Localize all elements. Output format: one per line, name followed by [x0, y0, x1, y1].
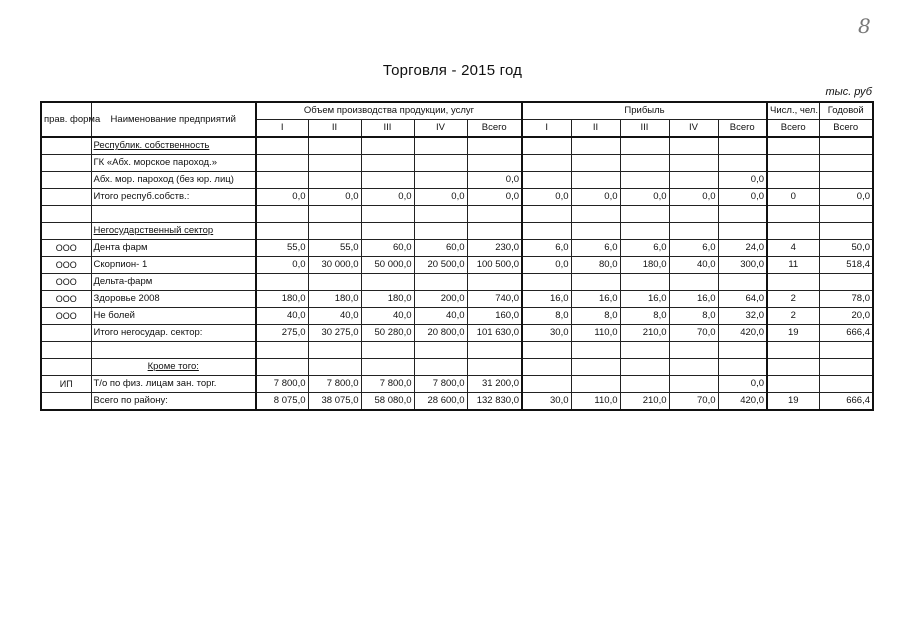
- volume-q3-cell: 50 280,0: [361, 325, 414, 342]
- row-name: Всего по району:: [91, 393, 256, 411]
- profit-q3-cell: [620, 359, 669, 376]
- profit-q1-cell: [522, 376, 571, 393]
- row-name: [91, 359, 256, 376]
- annual-cell: 78,0: [819, 291, 873, 308]
- table-row: [41, 223, 873, 240]
- profit-q1-cell: 30,0: [522, 393, 571, 411]
- volume-total-cell: [467, 137, 522, 155]
- profit-total-cell: 64,0: [718, 291, 767, 308]
- staff-cell: [767, 376, 819, 393]
- volume-total-cell: [467, 206, 522, 223]
- volume-q2-cell: [308, 172, 361, 189]
- volume-q2-cell: 7 800,0: [308, 376, 361, 393]
- page-number: 8: [858, 14, 871, 38]
- profit-total-cell: [718, 206, 767, 223]
- header-annual-total: Всего: [819, 120, 873, 138]
- volume-q4-cell: 0,0: [414, 189, 467, 206]
- annual-cell: [819, 172, 873, 189]
- table-row: [41, 308, 873, 325]
- profit-q4-cell: [669, 376, 718, 393]
- volume-total-cell: 31 200,0: [467, 376, 522, 393]
- profit-q1-cell: 6,0: [522, 240, 571, 257]
- header-profit-q4: IV: [669, 120, 718, 138]
- header-vol-total: Всего: [467, 120, 522, 138]
- profit-q4-cell: 70,0: [669, 325, 718, 342]
- staff-cell: 4: [767, 240, 819, 257]
- volume-q2-cell: [308, 223, 361, 240]
- volume-total-cell: 100 500,0: [467, 257, 522, 274]
- table-row: [41, 376, 873, 393]
- volume-q2-cell: [308, 137, 361, 155]
- row-name-text: Негосударственный сектор: [93, 225, 214, 236]
- profit-total-cell: [718, 274, 767, 291]
- profit-q2-cell: 80,0: [571, 257, 620, 274]
- profit-q4-cell: [669, 274, 718, 291]
- volume-q3-cell: 180,0: [361, 291, 414, 308]
- volume-total-cell: 740,0: [467, 291, 522, 308]
- volume-q3-cell: 0,0: [361, 189, 414, 206]
- row-form: [41, 393, 91, 411]
- profit-q4-cell: 0,0: [669, 189, 718, 206]
- volume-q1-cell: [256, 155, 308, 172]
- row-form: [41, 325, 91, 342]
- profit-q2-cell: [571, 274, 620, 291]
- staff-cell: [767, 359, 819, 376]
- profit-q2-cell: 8,0: [571, 308, 620, 325]
- header-profit-total: Всего: [718, 120, 767, 138]
- profit-total-cell: [718, 342, 767, 359]
- volume-q2-cell: 0,0: [308, 189, 361, 206]
- profit-q2-cell: [571, 359, 620, 376]
- header-headcount: Числ., чел.: [767, 102, 819, 120]
- header-staff-total: Всего: [767, 120, 819, 138]
- row-name: [91, 223, 256, 240]
- profit-q1-cell: 30,0: [522, 325, 571, 342]
- staff-cell: 19: [767, 393, 819, 411]
- volume-total-cell: 0,0: [467, 172, 522, 189]
- profit-total-cell: 0,0: [718, 376, 767, 393]
- table-row: [41, 291, 873, 308]
- profit-total-cell: [718, 359, 767, 376]
- profit-q3-cell: [620, 274, 669, 291]
- row-form: [41, 172, 91, 189]
- volume-q2-cell: [308, 274, 361, 291]
- volume-q3-cell: [361, 206, 414, 223]
- row-name: Т/о по физ. лицам зан. торг.: [91, 376, 256, 393]
- table-row: [41, 393, 873, 411]
- profit-total-cell: [718, 137, 767, 155]
- staff-cell: [767, 137, 819, 155]
- volume-q4-cell: [414, 137, 467, 155]
- volume-q1-cell: [256, 223, 308, 240]
- profit-q4-cell: 16,0: [669, 291, 718, 308]
- row-form: [41, 342, 91, 359]
- annual-cell: 50,0: [819, 240, 873, 257]
- volume-q4-cell: [414, 206, 467, 223]
- annual-cell: [819, 155, 873, 172]
- profit-total-cell: 420,0: [718, 325, 767, 342]
- volume-total-cell: 132 830,0: [467, 393, 522, 411]
- volume-total-cell: 0,0: [467, 189, 522, 206]
- table-row: [41, 137, 873, 155]
- profit-q3-cell: [620, 155, 669, 172]
- staff-cell: [767, 172, 819, 189]
- profit-q3-cell: [620, 137, 669, 155]
- volume-q4-cell: 28 600,0: [414, 393, 467, 411]
- volume-q4-cell: [414, 342, 467, 359]
- profit-q2-cell: [571, 342, 620, 359]
- volume-q3-cell: [361, 223, 414, 240]
- staff-cell: [767, 342, 819, 359]
- profit-q2-cell: [571, 155, 620, 172]
- row-form: ООО: [41, 308, 91, 325]
- profit-total-cell: 0,0: [718, 189, 767, 206]
- profit-total-cell: 420,0: [718, 393, 767, 411]
- annual-cell: [819, 376, 873, 393]
- row-form: ООО: [41, 240, 91, 257]
- volume-q1-cell: [256, 206, 308, 223]
- profit-total-cell: 0,0: [718, 172, 767, 189]
- row-name: Итого негосудар. сектор:: [91, 325, 256, 342]
- row-form: [41, 189, 91, 206]
- profit-q1-cell: 0,0: [522, 257, 571, 274]
- volume-q2-cell: 180,0: [308, 291, 361, 308]
- row-name: [91, 342, 256, 359]
- annual-cell: [819, 223, 873, 240]
- volume-q1-cell: 0,0: [256, 189, 308, 206]
- table-row: [41, 206, 873, 223]
- row-form: [41, 223, 91, 240]
- profit-total-cell: [718, 223, 767, 240]
- header-profit-group: Прибыль: [522, 102, 767, 120]
- volume-q4-cell: 200,0: [414, 291, 467, 308]
- profit-q3-cell: 210,0: [620, 325, 669, 342]
- header-volume-group: Объем производства продукции, услуг: [256, 102, 522, 120]
- staff-cell: [767, 155, 819, 172]
- annual-cell: 20,0: [819, 308, 873, 325]
- staff-cell: 11: [767, 257, 819, 274]
- profit-q2-cell: [571, 206, 620, 223]
- header-profit-q1: I: [522, 120, 571, 138]
- staff-cell: [767, 223, 819, 240]
- row-form: ООО: [41, 274, 91, 291]
- profit-total-cell: 24,0: [718, 240, 767, 257]
- profit-q3-cell: [620, 342, 669, 359]
- page-title: Торговля - 2015 год: [382, 62, 523, 79]
- table-row: [41, 274, 873, 291]
- profit-total-cell: [718, 155, 767, 172]
- table-row: [41, 155, 873, 172]
- profit-q1-cell: [522, 172, 571, 189]
- row-name: [91, 137, 256, 155]
- table-row: [41, 172, 873, 189]
- profit-q4-cell: [669, 359, 718, 376]
- profit-q1-cell: [522, 274, 571, 291]
- row-name: Дента фарм: [91, 240, 256, 257]
- profit-q3-cell: [620, 376, 669, 393]
- volume-q1-cell: 55,0: [256, 240, 308, 257]
- profit-q1-cell: 0,0: [522, 189, 571, 206]
- annual-cell: [819, 137, 873, 155]
- row-name-text: Кроме того:: [147, 361, 199, 372]
- row-form: [41, 359, 91, 376]
- profit-q3-cell: 8,0: [620, 308, 669, 325]
- profit-q3-cell: 210,0: [620, 393, 669, 411]
- row-name: Дельта-фарм: [91, 274, 256, 291]
- volume-q2-cell: [308, 359, 361, 376]
- volume-q1-cell: 180,0: [256, 291, 308, 308]
- profit-q1-cell: [522, 155, 571, 172]
- volume-total-cell: [467, 342, 522, 359]
- volume-q3-cell: [361, 155, 414, 172]
- profit-q2-cell: 0,0: [571, 189, 620, 206]
- profit-q4-cell: [669, 342, 718, 359]
- header-vol-q3: III: [361, 120, 414, 138]
- trade-report-table: [40, 101, 874, 411]
- volume-q3-cell: [361, 359, 414, 376]
- volume-q2-cell: 40,0: [308, 308, 361, 325]
- profit-q4-cell: 8,0: [669, 308, 718, 325]
- volume-q1-cell: [256, 137, 308, 155]
- volume-total-cell: 230,0: [467, 240, 522, 257]
- volume-q3-cell: [361, 172, 414, 189]
- volume-q3-cell: 7 800,0: [361, 376, 414, 393]
- staff-cell: 2: [767, 291, 819, 308]
- header-name: Наименование предприятий: [91, 102, 256, 137]
- header-vol-q2: II: [308, 120, 361, 138]
- annual-cell: [819, 206, 873, 223]
- row-form: [41, 206, 91, 223]
- profit-q3-cell: [620, 206, 669, 223]
- profit-total-cell: 32,0: [718, 308, 767, 325]
- row-form: ООО: [41, 291, 91, 308]
- profit-q4-cell: [669, 137, 718, 155]
- profit-q3-cell: 0,0: [620, 189, 669, 206]
- profit-q1-cell: [522, 223, 571, 240]
- profit-q2-cell: 110,0: [571, 325, 620, 342]
- volume-q1-cell: [256, 342, 308, 359]
- annual-cell: [819, 342, 873, 359]
- volume-q1-cell: 7 800,0: [256, 376, 308, 393]
- units-label: тыс. руб: [825, 86, 872, 98]
- profit-q1-cell: [522, 206, 571, 223]
- volume-q4-cell: [414, 155, 467, 172]
- table-row: [41, 359, 873, 376]
- staff-cell: [767, 274, 819, 291]
- table-row: [41, 257, 873, 274]
- profit-q4-cell: [669, 172, 718, 189]
- profit-q4-cell: 40,0: [669, 257, 718, 274]
- profit-q3-cell: [620, 223, 669, 240]
- annual-cell: 666,4: [819, 325, 873, 342]
- volume-q2-cell: 30 275,0: [308, 325, 361, 342]
- volume-q3-cell: 58 080,0: [361, 393, 414, 411]
- volume-total-cell: [467, 155, 522, 172]
- profit-q3-cell: 16,0: [620, 291, 669, 308]
- profit-q4-cell: [669, 223, 718, 240]
- profit-q3-cell: 180,0: [620, 257, 669, 274]
- table-row: [41, 342, 873, 359]
- volume-q4-cell: 20 800,0: [414, 325, 467, 342]
- volume-q3-cell: [361, 274, 414, 291]
- table-row: [41, 325, 873, 342]
- volume-q4-cell: 40,0: [414, 308, 467, 325]
- profit-q4-cell: 70,0: [669, 393, 718, 411]
- volume-total-cell: 101 630,0: [467, 325, 522, 342]
- staff-cell: 2: [767, 308, 819, 325]
- volume-q3-cell: 50 000,0: [361, 257, 414, 274]
- row-form: ИП: [41, 376, 91, 393]
- annual-cell: 518,4: [819, 257, 873, 274]
- row-name: [91, 206, 256, 223]
- profit-q2-cell: [571, 137, 620, 155]
- volume-q4-cell: [414, 172, 467, 189]
- profit-q4-cell: [669, 155, 718, 172]
- staff-cell: [767, 206, 819, 223]
- volume-q1-cell: 40,0: [256, 308, 308, 325]
- volume-q1-cell: 8 075,0: [256, 393, 308, 411]
- row-name: Абх. мор. пароход (без юр. лиц): [91, 172, 256, 189]
- staff-cell: 0: [767, 189, 819, 206]
- profit-q1-cell: [522, 137, 571, 155]
- annual-cell: [819, 274, 873, 291]
- profit-q4-cell: [669, 206, 718, 223]
- volume-q1-cell: [256, 274, 308, 291]
- staff-cell: 19: [767, 325, 819, 342]
- volume-total-cell: [467, 359, 522, 376]
- volume-q2-cell: 38 075,0: [308, 393, 361, 411]
- profit-q2-cell: 6,0: [571, 240, 620, 257]
- profit-q2-cell: 110,0: [571, 393, 620, 411]
- header-vol-q1: I: [256, 120, 308, 138]
- volume-q2-cell: [308, 342, 361, 359]
- volume-q1-cell: 0,0: [256, 257, 308, 274]
- header-vol-q4: IV: [414, 120, 467, 138]
- profit-q2-cell: [571, 172, 620, 189]
- profit-q4-cell: 6,0: [669, 240, 718, 257]
- profit-q3-cell: 6,0: [620, 240, 669, 257]
- volume-q1-cell: 275,0: [256, 325, 308, 342]
- volume-q2-cell: [308, 155, 361, 172]
- volume-q3-cell: 60,0: [361, 240, 414, 257]
- table-row: [41, 189, 873, 206]
- row-form: [41, 155, 91, 172]
- annual-cell: [819, 359, 873, 376]
- profit-q2-cell: [571, 376, 620, 393]
- annual-cell: 666,4: [819, 393, 873, 411]
- volume-q1-cell: [256, 359, 308, 376]
- row-name-text: Республик. собственность: [93, 140, 210, 151]
- header-profit-q2: II: [571, 120, 620, 138]
- profit-q3-cell: [620, 172, 669, 189]
- volume-q2-cell: [308, 206, 361, 223]
- profit-q2-cell: [571, 223, 620, 240]
- header-form: прав. форма: [41, 102, 91, 137]
- profit-total-cell: 300,0: [718, 257, 767, 274]
- volume-q4-cell: [414, 274, 467, 291]
- profit-q1-cell: [522, 342, 571, 359]
- volume-q4-cell: [414, 223, 467, 240]
- volume-q1-cell: [256, 172, 308, 189]
- volume-q4-cell: [414, 359, 467, 376]
- row-name: Не болей: [91, 308, 256, 325]
- profit-q1-cell: [522, 359, 571, 376]
- header-annual: Годовой: [819, 102, 873, 120]
- row-form: [41, 137, 91, 155]
- profit-q2-cell: 16,0: [571, 291, 620, 308]
- volume-q3-cell: [361, 137, 414, 155]
- volume-q3-cell: 40,0: [361, 308, 414, 325]
- volume-total-cell: [467, 223, 522, 240]
- table-row: [41, 240, 873, 257]
- volume-q2-cell: 55,0: [308, 240, 361, 257]
- row-name: Итого респуб.собств.:: [91, 189, 256, 206]
- row-name: ГК «Абх. морское пароход.»: [91, 155, 256, 172]
- row-form: ООО: [41, 257, 91, 274]
- volume-q2-cell: 30 000,0: [308, 257, 361, 274]
- annual-cell: 0,0: [819, 189, 873, 206]
- volume-q4-cell: 60,0: [414, 240, 467, 257]
- row-name: Скорпион- 1: [91, 257, 256, 274]
- profit-q1-cell: 16,0: [522, 291, 571, 308]
- profit-q1-cell: 8,0: [522, 308, 571, 325]
- header-profit-q3: III: [620, 120, 669, 138]
- volume-total-cell: 160,0: [467, 308, 522, 325]
- volume-q4-cell: 20 500,0: [414, 257, 467, 274]
- volume-q3-cell: [361, 342, 414, 359]
- volume-total-cell: [467, 274, 522, 291]
- row-name: Здоровье 2008: [91, 291, 256, 308]
- volume-q4-cell: 7 800,0: [414, 376, 467, 393]
